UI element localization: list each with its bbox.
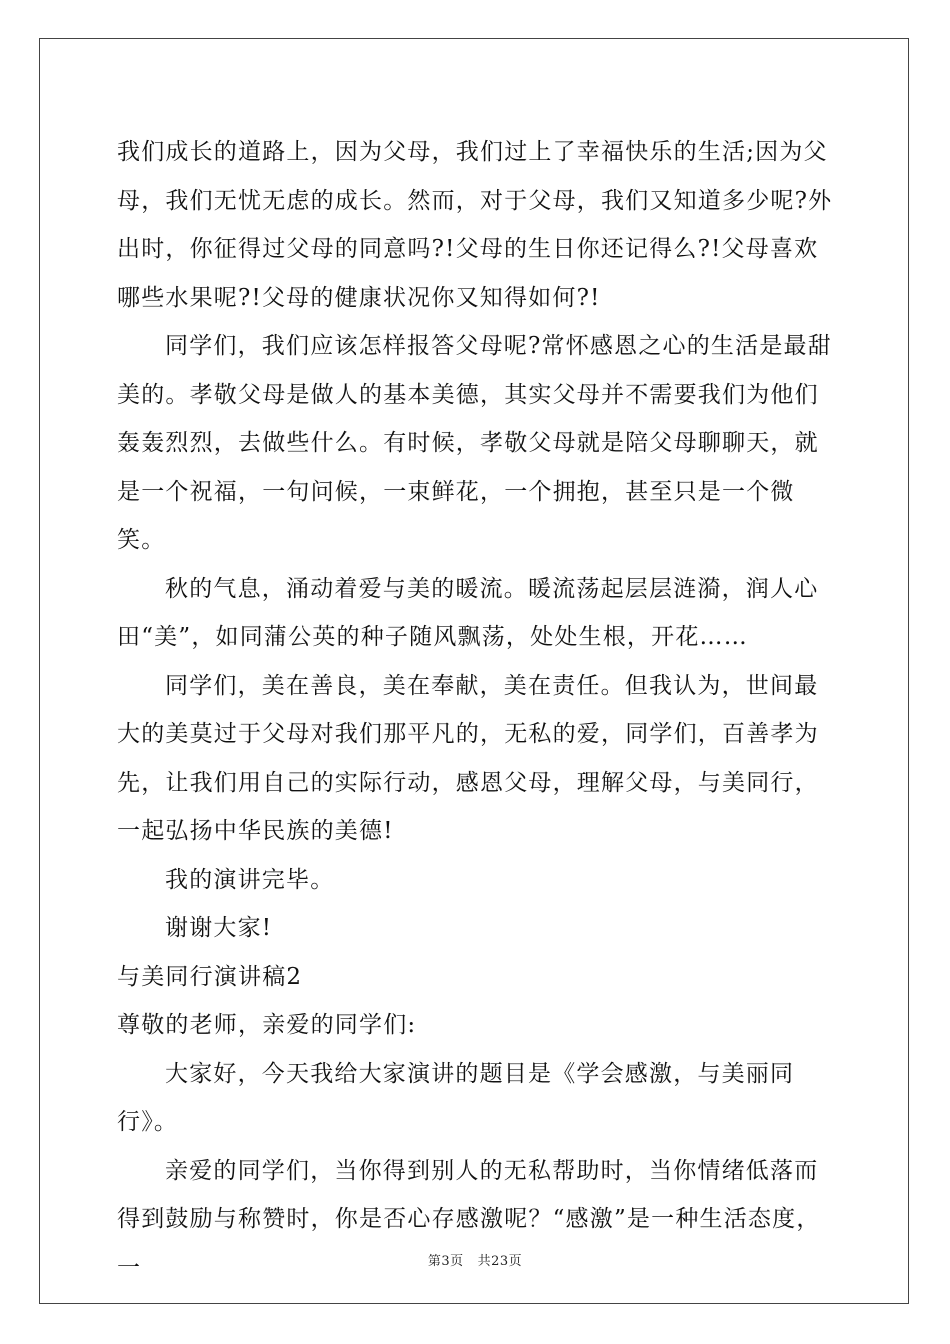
paragraph-8: 亲爱的同学们，当你得到别人的无私帮助时，当你情绪低落而得到鼓励与称赞时，你是否心存感激呢？“感激”是一种生活态度，一: [117, 1157, 821, 1281]
paragraph-4: 同学们，美在善良，美在奉献，美在责任。但我认为，世间最大的美莫过于父母对我们那平凡的，无私的爱，同学们，百善孝为先，让我们用自己的实际行动，感恩父母，理解父母，与美同行，一起弘扬中华民族的美德!: [117, 672, 819, 844]
paragraph-6: 谢谢大家!: [165, 915, 273, 941]
paragraph-2: 同学们，我们应该怎样报答父母呢?常怀感恩之心的生活是最甜美的。孝敬父母是做人的基本美德，其实父母并不需要我们为他们轰轰烈烈，去做些什么。有时候，孝敬父母就是陪父母聊聊天，就是一个祝福，一句问候，一束鲜花，一个拥抱，甚至只是一个微笑。: [117, 333, 832, 553]
page-footer: [0, 1250, 950, 1269]
page-total: 共23页: [477, 1254, 523, 1269]
paragraph-7: 大家好，今天我给大家演讲的题目是《学会感激，与美丽同行》。: [117, 1060, 795, 1135]
paragraph-3: 秋的气息，涌动着爱与美的暖流。暖流荡起层层涟漪，润人心田“美”，如同蒲公英的种子随风飘荡，处处生根，开花……: [117, 575, 819, 650]
salutation: 尊敬的老师，亲爱的同学们:: [117, 1012, 417, 1038]
paragraph-5: 我的演讲完毕。: [165, 866, 335, 893]
paragraph-1: 我们成长的道路上，因为父母，我们过上了幸福快乐的生活;因为父母，我们无忧无虑的成长。然而，对于父母，我们又知道多少呢?外出时，你征得过父母的同意吗?!父母的生日你还记得么?!父母喜欢哪些水果呢?!父母的健康状况你又知得如何?!: [117, 139, 833, 311]
page-number: 第3页: [427, 1254, 464, 1269]
document-body: [117, 128, 837, 1292]
section-title: 与美同行演讲稿2: [117, 963, 303, 990]
